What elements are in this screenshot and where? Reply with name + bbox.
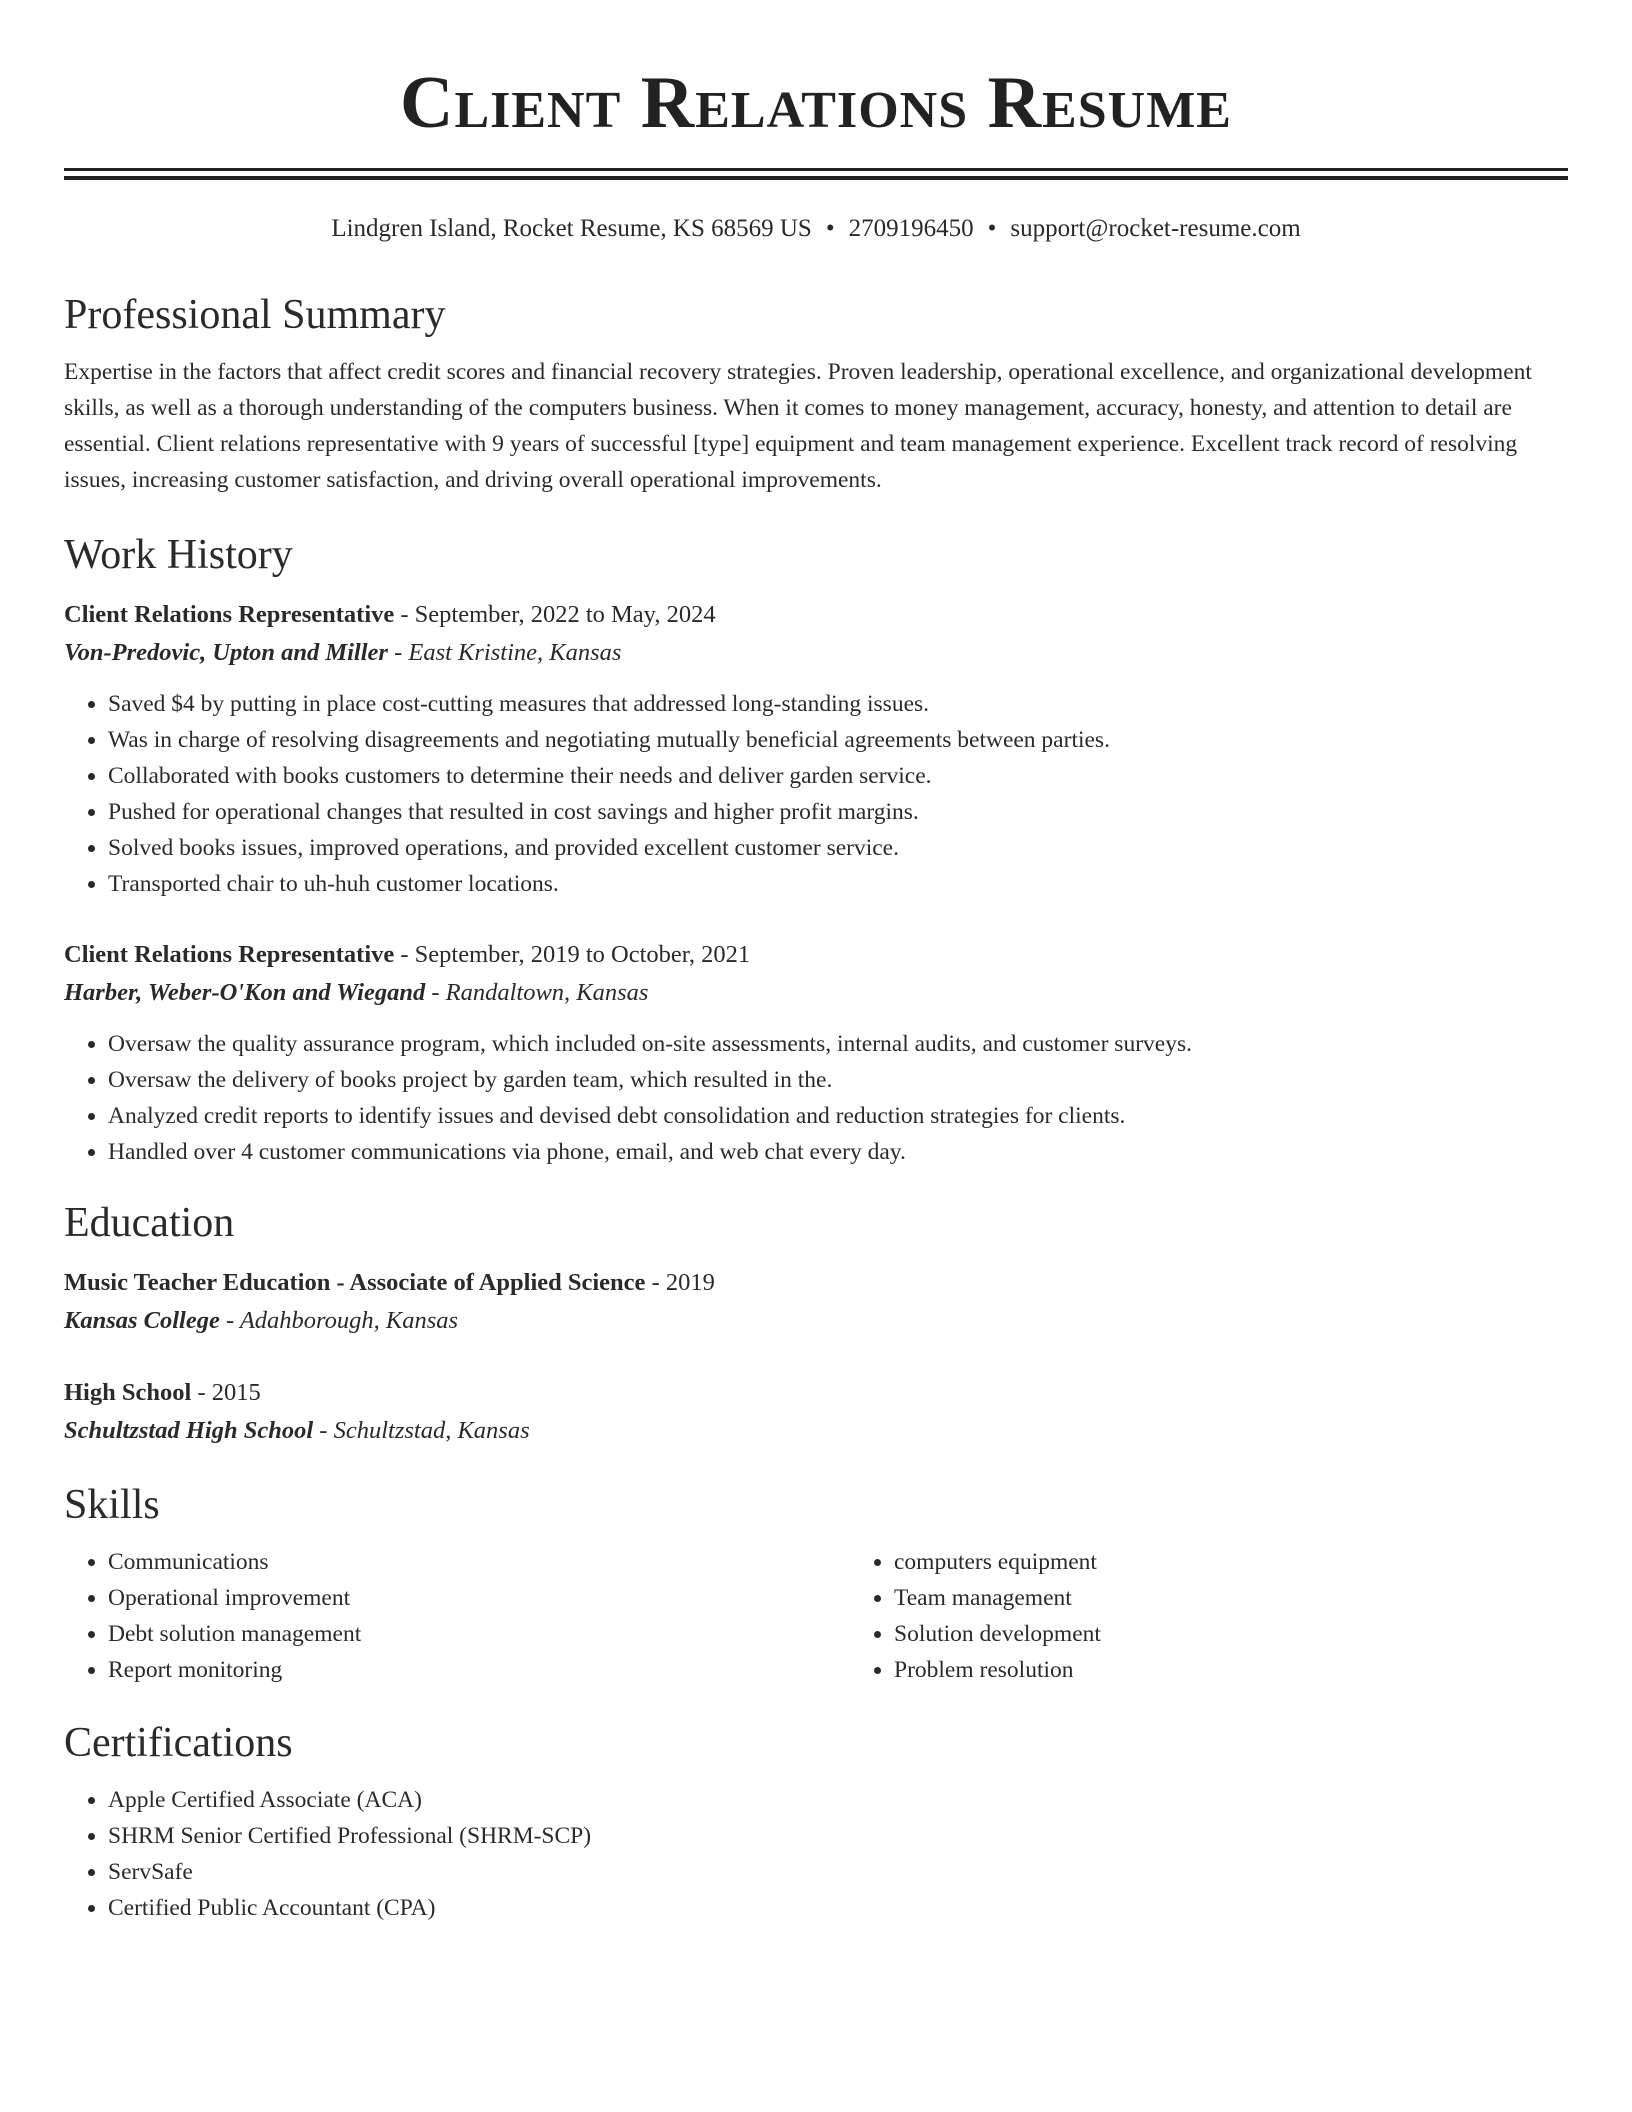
school-name: Schultzstad High School bbox=[64, 1417, 314, 1444]
skills-grid bbox=[64, 1544, 1568, 1688]
skills-column-left bbox=[64, 1544, 850, 1688]
certification-item: • ServSafe bbox=[108, 1854, 1568, 1890]
skills-heading: Skills bbox=[64, 1482, 160, 1528]
job-company-line bbox=[64, 974, 1568, 1012]
skills-section bbox=[64, 1480, 1568, 1688]
job-entry bbox=[64, 936, 1568, 1170]
degree-line bbox=[64, 1374, 1568, 1412]
contact-address: Lindgren Island, Rocket Resume, KS 68569 US bbox=[331, 215, 812, 242]
skill-item: • computers equipment bbox=[894, 1544, 1594, 1580]
school-line bbox=[64, 1412, 1568, 1450]
job-company-line bbox=[64, 634, 1568, 672]
skill-item: • Solution development bbox=[894, 1616, 1594, 1652]
contact-separator: • bbox=[987, 215, 997, 242]
job-bullets bbox=[64, 686, 1568, 902]
summary-section bbox=[64, 290, 1568, 498]
certifications-list bbox=[64, 1782, 1568, 1926]
job-company: Harber, Weber-O'Kon and Wiegand bbox=[64, 979, 426, 1006]
summary-heading: Professional Summary bbox=[64, 292, 446, 338]
title-divider-bottom bbox=[64, 176, 1568, 180]
certifications-section bbox=[64, 1718, 1568, 1926]
graduation-year: - 2015 bbox=[191, 1379, 261, 1406]
job-entry bbox=[64, 596, 1568, 902]
skill-item: • Operational improvement bbox=[108, 1580, 850, 1616]
skill-item: • Team management bbox=[894, 1580, 1594, 1616]
education-entry bbox=[64, 1374, 1568, 1450]
graduation-year: - 2019 bbox=[645, 1269, 715, 1296]
list-item: • Solved books issues, improved operations, and provided excellent customer service. bbox=[108, 830, 1568, 866]
contact-phone: 2709196450 bbox=[848, 215, 974, 242]
skill-item: • Communications bbox=[108, 1544, 850, 1580]
work-history-section bbox=[64, 530, 1568, 1170]
job-title: Client Relations Representative bbox=[64, 601, 395, 628]
education-entry bbox=[64, 1264, 1568, 1340]
skill-item: • Debt solution management bbox=[108, 1616, 850, 1652]
job-title-line bbox=[64, 936, 1568, 974]
certification-item: • Apple Certified Associate (ACA) bbox=[108, 1782, 1568, 1818]
job-location: - East Kristine, Kansas bbox=[387, 639, 622, 666]
summary-text: Expertise in the factors that affect credit scores and financial recovery strategies. Proven leadership, operational excellence, and organizational development skills, as well as a thorough understanding of the computers business. When it comes to money management, accuracy, honesty, and attention to detail are essential. Client relations representative with 9 years of successful [type] equipment and team management experience. Excellent track record of resolving issues, increasing customer satisfaction, and driving overall operational improvements. bbox=[64, 359, 1532, 493]
skill-item: • Problem resolution bbox=[894, 1652, 1594, 1688]
list-item: • Handled over 4 customer communications via phone, email, and web chat every day. bbox=[108, 1134, 1568, 1170]
contact-line bbox=[64, 212, 1568, 246]
job-title-line bbox=[64, 596, 1568, 634]
school-line bbox=[64, 1302, 1568, 1340]
title-divider-top bbox=[64, 168, 1568, 171]
contact-email: support@rocket-resume.com bbox=[1010, 215, 1301, 242]
job-title: Client Relations Representative bbox=[64, 941, 395, 968]
list-item: • Analyzed credit reports to identify issues and devised debt consolidation and reduction strategies for clients. bbox=[108, 1098, 1568, 1134]
list-item: • Saved $4 by putting in place cost-cutting measures that addressed long-standing issues. bbox=[108, 686, 1568, 722]
list-item: • Transported chair to uh-huh customer locations. bbox=[108, 866, 1568, 902]
job-company: Von-Predovic, Upton and Miller bbox=[64, 639, 388, 666]
list-item: • Was in charge of resolving disagreements and negotiating mutually beneficial agreements between parties. bbox=[108, 722, 1568, 758]
list-item: • Oversaw the delivery of books project by garden team, which resulted in the. bbox=[108, 1062, 1568, 1098]
skill-item: • Report monitoring bbox=[108, 1652, 850, 1688]
education-heading: Education bbox=[64, 1200, 235, 1246]
school-location: - Schultzstad, Kansas bbox=[313, 1417, 530, 1444]
list-item: • Collaborated with books customers to determine their needs and deliver garden service. bbox=[108, 758, 1568, 794]
school-location: - Adahborough, Kansas bbox=[219, 1307, 459, 1334]
degree-line bbox=[64, 1264, 1568, 1302]
education-section bbox=[64, 1198, 1568, 1450]
job-dates: - September, 2022 to May, 2024 bbox=[394, 601, 716, 628]
contact-separator: • bbox=[825, 215, 835, 242]
work-history-heading: Work History bbox=[64, 532, 293, 578]
skills-column-right bbox=[850, 1544, 1594, 1688]
list-item: • Pushed for operational changes that resulted in cost savings and higher profit margins. bbox=[108, 794, 1568, 830]
job-location: - Randaltown, Kansas bbox=[425, 979, 649, 1006]
certification-item: • Certified Public Accountant (CPA) bbox=[108, 1890, 1568, 1926]
job-dates: - September, 2019 to October, 2021 bbox=[394, 941, 751, 968]
certifications-heading: Certifications bbox=[64, 1720, 293, 1766]
certification-item: • SHRM Senior Certified Professional (SHRM-SCP) bbox=[108, 1818, 1568, 1854]
list-item: • Oversaw the quality assurance program, which included on-site assessments, internal audits, and customer surveys. bbox=[108, 1026, 1568, 1062]
degree: High School bbox=[64, 1379, 192, 1406]
degree: Music Teacher Education - Associate of Applied Science bbox=[64, 1269, 646, 1296]
resume-title: Client Relations Resume bbox=[400, 62, 1232, 144]
school-name: Kansas College bbox=[64, 1307, 220, 1334]
job-bullets bbox=[64, 1026, 1568, 1170]
